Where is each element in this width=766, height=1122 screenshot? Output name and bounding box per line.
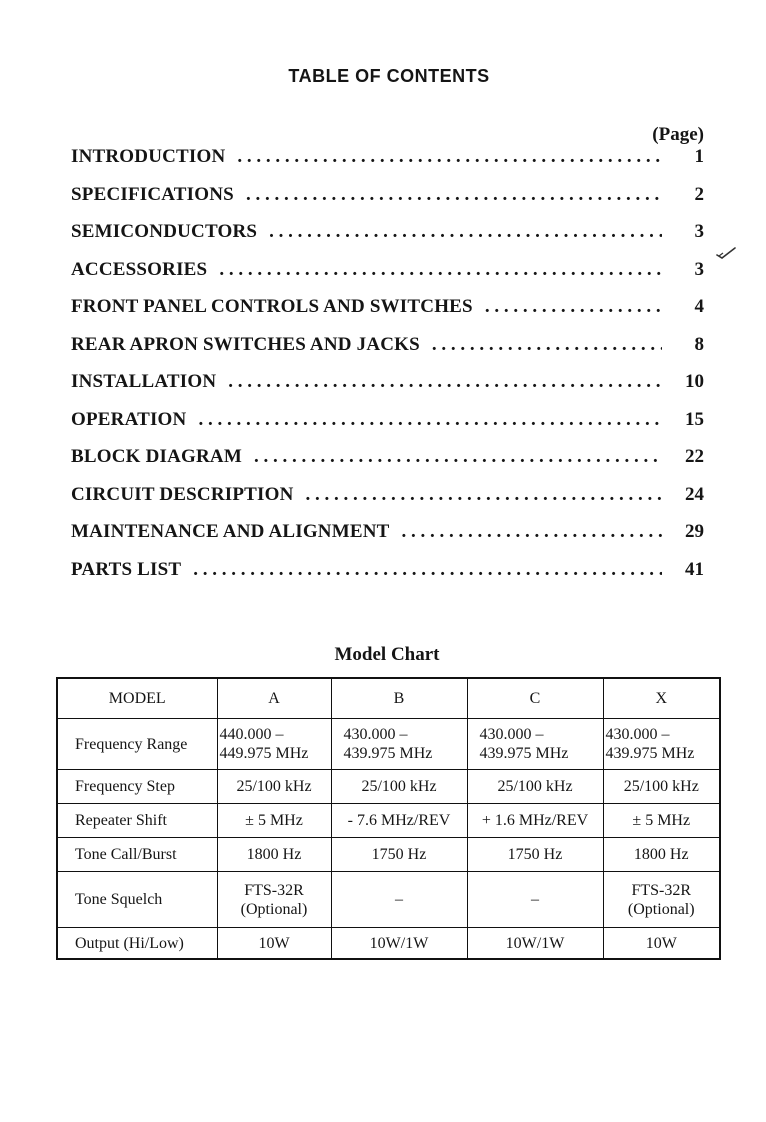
table-cell: 25/100 kHz [603,770,720,804]
check-mark-icon [716,246,736,260]
toc-entry-page: 3 [694,221,704,242]
toc-entry-label: SEMICONDUCTORS [71,221,258,242]
toc-entry-label: INSTALLATION [71,371,217,392]
toc-entry-rear-apron-switches[interactable] [71,334,704,372]
page-column-header: (Page) [652,124,704,145]
cell-line: 439.975 MHz [479,745,569,762]
table-cell: 25/100 kHz [331,770,467,804]
dot-leader [228,371,662,393]
model-chart-title: Model Chart [334,644,440,665]
table-cell [217,872,331,928]
toc-entry-page: 15 [685,408,704,430]
header-cell-x: X [603,678,720,719]
toc-entry-accessories[interactable] [71,259,704,297]
cell-line: 449.975 MHz [219,745,309,762]
toc-entry-page: 41 [685,558,704,580]
cell-line: 430.000 – [479,726,544,743]
table-cell: 1750 Hz [331,838,467,872]
row-label: Output (Hi/Low) [57,928,217,960]
toc-title: TABLE OF CONTENTS [288,66,490,86]
table-cell: ± 5 MHz [603,804,720,838]
table-cell [603,719,720,770]
toc-entry-page: 22 [685,446,704,467]
toc-entry-circuit-description[interactable] [71,484,704,522]
toc-entry-maintenance-alignment[interactable] [71,521,704,559]
toc-entry-page: 3 [694,258,704,280]
table-row-repeater-shift [57,804,720,838]
row-label: Repeater Shift [57,804,217,838]
table-row-output [57,928,720,960]
cell-line: (Optional) [240,900,308,918]
toc-entry-page: 2 [694,183,704,205]
table-cell: 10W [217,928,331,960]
dot-leader [193,559,662,581]
toc-entry-page: 8 [694,333,704,355]
row-label: Frequency Range [57,719,217,770]
toc-entry-installation[interactable] [71,371,704,409]
toc-entry-semiconductors[interactable] [71,221,704,259]
table-cell [467,872,603,928]
toc-entry-page: 24 [685,483,704,505]
toc-entry-label: MAINTENANCE AND ALIGNMENT [71,521,390,542]
table-cell [603,872,720,928]
toc-entry-page: 4 [694,296,704,317]
row-label: Tone Call/Burst [57,838,217,872]
dot-leader [246,184,662,206]
dot-leader [306,484,662,506]
row-label: Frequency Step [57,770,217,804]
table-row-frequency-step [57,770,720,804]
cell-line: 430.000 – [343,726,408,743]
dot-leader [198,409,662,431]
dot-leader [219,259,662,281]
table-cell: 1800 Hz [217,838,331,872]
table-cell: 10W/1W [331,928,467,960]
table-cell: 25/100 kHz [467,770,603,804]
toc-entry-label: BLOCK DIAGRAM [71,446,242,467]
cell-line: 439.975 MHz [605,745,695,762]
table-cell: + 1.6 MHz/REV [467,804,603,838]
dot-leader [432,334,662,356]
toc-entry-page: 29 [685,521,704,542]
cell-line: 440.000 – [219,726,284,743]
dot-leader [237,146,662,168]
toc-entry-page: 1 [694,146,704,167]
header-cell-b: B [331,678,467,719]
dot-leader [485,296,662,318]
header-cell-a: A [217,678,331,719]
table-header-row [57,678,720,719]
dot-leader [269,221,662,243]
table-row-tone-squelch [57,872,720,928]
dot-leader [254,446,662,468]
table-cell: ± 5 MHz [217,804,331,838]
toc-entry-label: PARTS LIST [71,558,182,580]
table-cell: 10W [603,928,720,960]
toc-entry-front-panel-controls[interactable] [71,296,704,334]
toc-entry-parts-list[interactable] [71,559,704,597]
table-cell: 10W/1W [467,928,603,960]
table-cell [331,872,467,928]
toc-entry-introduction[interactable] [71,146,704,184]
toc-entry-block-diagram[interactable] [71,446,704,484]
table-row-tone-call-burst [57,838,720,872]
toc-entry-operation[interactable] [71,409,704,447]
toc-entry-label: OPERATION [71,408,187,430]
table-row-frequency-range [57,719,720,770]
toc-entry-page: 10 [685,371,704,392]
table-cell [467,719,603,770]
toc-entry-label: CIRCUIT DESCRIPTION [71,483,294,505]
header-cell-c: C [467,678,603,719]
toc-entry-label: SPECIFICATIONS [71,183,234,205]
table-cell [331,719,467,770]
table-cell: - 7.6 MHz/REV [331,804,467,838]
toc-list [71,146,704,596]
toc-entry-label: ACCESSORIES [71,258,208,280]
cell-line: – [395,891,403,908]
cell-line: FTS-32R [244,881,304,899]
cell-line: FTS-32R [631,881,692,899]
row-label: Tone Squelch [57,872,217,928]
toc-entry-specifications[interactable] [71,184,704,222]
toc-entry-label: FRONT PANEL CONTROLS AND SWITCHES [71,296,473,317]
cell-line: – [531,891,539,908]
table-cell [217,719,331,770]
table-cell: 1800 Hz [603,838,720,872]
toc-entry-label: INTRODUCTION [71,146,226,167]
table-cell: 1750 Hz [467,838,603,872]
model-chart-table [56,677,721,960]
cell-line: 439.975 MHz [343,745,433,762]
dot-leader [402,521,662,543]
header-cell-model: MODEL [57,678,217,719]
cell-line: 430.000 – [605,726,670,743]
table-cell: 25/100 kHz [217,770,331,804]
cell-line: (Optional) [627,900,695,918]
toc-entry-label: REAR APRON SWITCHES AND JACKS [71,333,420,355]
